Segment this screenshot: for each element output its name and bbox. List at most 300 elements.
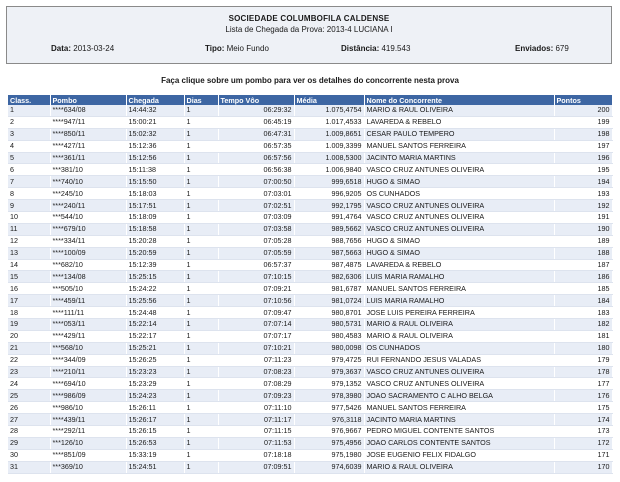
competitor-cell: CESAR PAULO TEMPERO	[364, 128, 554, 140]
average-cell: 981,6787	[294, 283, 364, 295]
rank-cell: 6	[8, 164, 50, 176]
rank-cell: 26	[8, 402, 50, 414]
pigeon-cell[interactable]: ****679/10	[50, 223, 126, 235]
rank-cell: 28	[8, 426, 50, 438]
days-cell: 1	[184, 116, 218, 128]
flight-time-cell: 07:05:59	[218, 247, 294, 259]
rank-cell: 20	[8, 330, 50, 342]
competitor-cell: JOAO CARLOS CONTENTE SANTOS	[364, 437, 554, 449]
flight-time-cell: 07:10:21	[218, 342, 294, 354]
flight-time-cell: 06:47:31	[218, 128, 294, 140]
distance-label: Distância:	[341, 44, 380, 53]
competitor-cell: LUIS MARIA RAMALHO	[364, 295, 554, 307]
arrival-cell: 14:44:32	[126, 105, 184, 116]
competitor-cell: JOSE EUGENIO FELIX FIDALGO	[364, 449, 554, 461]
competitor-cell: OS CUNHADOS	[364, 342, 554, 354]
flight-time-cell: 06:57:37	[218, 259, 294, 271]
competitor-cell: JACINTO MARIA MARTINS	[364, 152, 554, 164]
arrival-cell: 15:26:17	[126, 414, 184, 426]
pigeon-cell[interactable]: ****053/11	[50, 319, 126, 331]
rank-cell: 8	[8, 188, 50, 200]
results-table	[8, 95, 613, 474]
rank-cell: 15	[8, 271, 50, 283]
type-value: Meio Fundo	[226, 44, 269, 53]
points-cell: 197	[554, 140, 612, 152]
points-cell: 193	[554, 188, 612, 200]
rank-cell: 11	[8, 223, 50, 235]
arrival-cell: 15:33:19	[126, 449, 184, 461]
competitor-cell: LAVAREDA & REBELO	[364, 259, 554, 271]
points-cell: 170	[554, 461, 612, 473]
competitor-cell: JOSE LUIS PEREIRA FERREIRA	[364, 307, 554, 319]
days-cell: 1	[184, 390, 218, 402]
flight-time-cell: 07:02:51	[218, 200, 294, 212]
arrival-cell: 15:12:36	[126, 140, 184, 152]
days-cell: 1	[184, 128, 218, 140]
average-cell: 975,4956	[294, 437, 364, 449]
sent-label: Enviados:	[515, 44, 554, 53]
average-cell: 1.009,8651	[294, 128, 364, 140]
average-cell: 976,3118	[294, 414, 364, 426]
arrival-cell: 15:24:22	[126, 283, 184, 295]
competitor-cell: MANUEL SANTOS FERREIRA	[364, 402, 554, 414]
competitor-cell: OS CUNHADOS	[364, 188, 554, 200]
arrival-cell: 15:17:51	[126, 200, 184, 212]
arrival-cell: 15:24:23	[126, 390, 184, 402]
days-cell: 1	[184, 461, 218, 473]
competitor-cell: MARIO & RAUL OLIVEIRA	[364, 319, 554, 331]
date-label: Data:	[51, 44, 72, 53]
col-points[interactable]: Pontos	[554, 95, 612, 105]
pigeon-cell[interactable]: ****459/11	[50, 295, 126, 307]
col-arrival[interactable]: Chegada	[126, 95, 184, 105]
rank-cell: 10	[8, 212, 50, 224]
flight-time-cell: 06:57:56	[218, 152, 294, 164]
arrival-cell: 15:02:32	[126, 128, 184, 140]
points-cell: 173	[554, 426, 612, 438]
days-cell: 1	[184, 402, 218, 414]
days-cell: 1	[184, 152, 218, 164]
average-cell: 1.075,4754	[294, 105, 364, 116]
points-cell: 186	[554, 271, 612, 283]
competitor-cell: HUGO & SIMAO	[364, 176, 554, 188]
results-body	[8, 105, 612, 473]
table-row[interactable]	[8, 164, 612, 176]
pigeon-cell[interactable]: ****429/11	[50, 330, 126, 342]
pigeon-cell[interactable]: ****634/08	[50, 105, 126, 116]
average-cell: 980,4583	[294, 330, 364, 342]
flight-time-cell: 07:09:51	[218, 461, 294, 473]
arrival-cell: 15:20:59	[126, 247, 184, 259]
table-row[interactable]	[8, 105, 612, 116]
days-cell: 1	[184, 140, 218, 152]
average-cell: 980,0098	[294, 342, 364, 354]
average-cell: 976,9667	[294, 426, 364, 438]
table-row[interactable]	[8, 247, 612, 259]
flight-time-cell: 07:18:18	[218, 449, 294, 461]
arrival-cell: 15:00:21	[126, 116, 184, 128]
pigeon-cell[interactable]: ****986/09	[50, 390, 126, 402]
average-cell: 991,4764	[294, 212, 364, 224]
points-cell: 190	[554, 223, 612, 235]
points-cell: 182	[554, 319, 612, 331]
table-row[interactable]	[8, 188, 612, 200]
pigeon-cell[interactable]: ****694/10	[50, 378, 126, 390]
pigeon-cell[interactable]: ****100/09	[50, 247, 126, 259]
table-row[interactable]	[8, 330, 612, 342]
table-row[interactable]	[8, 307, 612, 319]
col-flight-time[interactable]: Tempo Vôo	[218, 95, 294, 105]
days-cell: 1	[184, 223, 218, 235]
rank-cell: 18	[8, 307, 50, 319]
table-row[interactable]	[8, 128, 612, 140]
pigeon-cell[interactable]: ***245/10	[50, 188, 126, 200]
flight-time-cell: 07:03:58	[218, 223, 294, 235]
table-row[interactable]	[8, 200, 612, 212]
points-cell: 181	[554, 330, 612, 342]
days-cell: 1	[184, 176, 218, 188]
flight-time-cell: 07:00:50	[218, 176, 294, 188]
rank-cell: 3	[8, 128, 50, 140]
flight-time-cell: 07:09:47	[218, 307, 294, 319]
rank-cell: 24	[8, 378, 50, 390]
rank-cell: 12	[8, 235, 50, 247]
table-row[interactable]	[8, 342, 612, 354]
type-label: Tipo:	[205, 44, 225, 53]
competitor-cell: VASCO CRUZ ANTUNES OLIVEIRA	[364, 378, 554, 390]
days-cell: 1	[184, 354, 218, 366]
points-cell: 172	[554, 437, 612, 449]
points-cell: 188	[554, 247, 612, 259]
points-cell: 183	[554, 307, 612, 319]
days-cell: 1	[184, 378, 218, 390]
competitor-cell: HUGO & SIMAO	[364, 247, 554, 259]
days-cell: 1	[184, 414, 218, 426]
points-cell: 185	[554, 283, 612, 295]
average-cell: 999,6518	[294, 176, 364, 188]
pigeon-cell[interactable]: ****344/09	[50, 354, 126, 366]
points-cell: 179	[554, 354, 612, 366]
pigeon-cell[interactable]: ***544/10	[50, 212, 126, 224]
competitor-cell: VASCO CRUZ ANTUNES OLIVEIRA	[364, 223, 554, 235]
average-cell: 1.009,3399	[294, 140, 364, 152]
competitor-cell: MARIO & RAUL OLIVEIRA	[364, 461, 554, 473]
competitor-cell: VASCO CRUZ ANTUNES OLIVEIRA	[364, 366, 554, 378]
arrival-cell: 15:20:28	[126, 235, 184, 247]
days-cell: 1	[184, 295, 218, 307]
days-cell: 1	[184, 283, 218, 295]
rank-cell: 7	[8, 176, 50, 188]
pigeon-cell[interactable]: ***505/10	[50, 283, 126, 295]
rank-cell: 17	[8, 295, 50, 307]
rank-cell: 1	[8, 105, 50, 116]
points-cell: 199	[554, 116, 612, 128]
flight-time-cell: 07:09:21	[218, 283, 294, 295]
pigeon-cell[interactable]: ***369/10	[50, 461, 126, 473]
race-header	[6, 6, 612, 64]
table-row[interactable]	[8, 140, 612, 152]
competitor-cell: MARIO & RAUL OLIVEIRA	[364, 330, 554, 342]
arrival-cell: 15:26:25	[126, 354, 184, 366]
pigeon-cell[interactable]: ****240/11	[50, 200, 126, 212]
pigeon-cell[interactable]: ****947/11	[50, 116, 126, 128]
average-cell: 979,4725	[294, 354, 364, 366]
arrival-cell: 15:24:51	[126, 461, 184, 473]
club-title: SOCIEDADE COLUMBOFILA CALDENSE	[228, 14, 390, 23]
average-cell: 981,0724	[294, 295, 364, 307]
flight-time-cell: 07:10:15	[218, 271, 294, 283]
days-cell: 1	[184, 342, 218, 354]
days-cell: 1	[184, 200, 218, 212]
competitor-cell: VASCO CRUZ ANTUNES OLIVEIRA	[364, 200, 554, 212]
flight-time-cell: 07:05:28	[218, 235, 294, 247]
average-cell: 978,3980	[294, 390, 364, 402]
days-cell: 1	[184, 437, 218, 449]
points-cell: 178	[554, 366, 612, 378]
average-cell: 989,5662	[294, 223, 364, 235]
points-cell: 184	[554, 295, 612, 307]
days-cell: 1	[184, 449, 218, 461]
rank-cell: 23	[8, 366, 50, 378]
arrival-cell: 15:12:39	[126, 259, 184, 271]
average-cell: 988,7656	[294, 235, 364, 247]
arrival-cell: 15:26:11	[126, 402, 184, 414]
arrival-cell: 15:18:58	[126, 223, 184, 235]
flight-time-cell: 07:03:01	[218, 188, 294, 200]
pigeon-cell[interactable]: ****334/11	[50, 235, 126, 247]
arrival-cell: 15:12:56	[126, 152, 184, 164]
col-competitor[interactable]: Nome do Concorrente	[364, 95, 554, 105]
rank-cell: 2	[8, 116, 50, 128]
average-cell: 982,6306	[294, 271, 364, 283]
days-cell: 1	[184, 319, 218, 331]
flight-time-cell: 07:11:23	[218, 354, 294, 366]
points-cell: 171	[554, 449, 612, 461]
col-average[interactable]: Média	[294, 95, 364, 105]
race-list-title: Lista de Chegada da Prova: 2013-4 LUCIANA I	[225, 25, 393, 34]
table-row[interactable]	[8, 212, 612, 224]
points-cell: 174	[554, 414, 612, 426]
table-row[interactable]	[8, 235, 612, 247]
pigeon-cell[interactable]: ***986/10	[50, 402, 126, 414]
table-row[interactable]	[8, 283, 612, 295]
arrival-cell: 15:26:15	[126, 426, 184, 438]
table-row[interactable]	[8, 295, 612, 307]
pigeon-cell[interactable]: ***682/10	[50, 259, 126, 271]
points-cell: 191	[554, 212, 612, 224]
arrival-cell: 15:25:21	[126, 342, 184, 354]
arrival-cell: 15:11:38	[126, 164, 184, 176]
col-pigeon[interactable]: Pombo	[50, 95, 126, 105]
days-cell: 1	[184, 105, 218, 116]
competitor-cell: MANUEL SANTOS FERREIRA	[364, 283, 554, 295]
date-value: 2013-03-24	[73, 44, 115, 53]
arrival-cell: 15:23:23	[126, 366, 184, 378]
points-cell: 198	[554, 128, 612, 140]
points-cell: 196	[554, 152, 612, 164]
pigeon-cell[interactable]: ****134/08	[50, 271, 126, 283]
table-row[interactable]	[8, 437, 612, 449]
days-cell: 1	[184, 259, 218, 271]
flight-time-cell: 07:11:17	[218, 414, 294, 426]
flight-time-cell: 07:10:56	[218, 295, 294, 307]
rank-cell: 13	[8, 247, 50, 259]
flight-time-cell: 06:45:19	[218, 116, 294, 128]
pigeon-cell[interactable]: ****439/11	[50, 414, 126, 426]
table-row[interactable]	[8, 402, 612, 414]
average-cell: 1.008,5300	[294, 152, 364, 164]
average-cell: 975,1980	[294, 449, 364, 461]
flight-time-cell: 07:11:53	[218, 437, 294, 449]
average-cell: 980,8701	[294, 307, 364, 319]
days-cell: 1	[184, 307, 218, 319]
table-row[interactable]	[8, 176, 612, 188]
points-cell: 200	[554, 105, 612, 116]
table-row[interactable]	[8, 354, 612, 366]
race-distance	[341, 44, 410, 53]
rank-cell: 29	[8, 437, 50, 449]
competitor-cell: VASCO CRUZ ANTUNES OLIVEIRA	[364, 164, 554, 176]
rank-cell: 27	[8, 414, 50, 426]
flight-time-cell: 07:11:10	[218, 402, 294, 414]
table-row[interactable]	[8, 319, 612, 331]
days-cell: 1	[184, 212, 218, 224]
pigeon-cell[interactable]: ***126/10	[50, 437, 126, 449]
average-cell: 974,6039	[294, 461, 364, 473]
table-row[interactable]	[8, 366, 612, 378]
competitor-cell: RUI FERNANDO JESUS VALADAS	[364, 354, 554, 366]
competitor-cell: HUGO & SIMAO	[364, 235, 554, 247]
points-cell: 192	[554, 200, 612, 212]
arrival-cell: 15:24:48	[126, 307, 184, 319]
rank-cell: 4	[8, 140, 50, 152]
race-type	[205, 44, 269, 53]
points-cell: 175	[554, 402, 612, 414]
arrival-cell: 15:23:29	[126, 378, 184, 390]
flight-time-cell: 06:29:32	[218, 105, 294, 116]
arrival-cell: 15:25:56	[126, 295, 184, 307]
arrival-cell: 15:22:14	[126, 319, 184, 331]
days-cell: 1	[184, 330, 218, 342]
rank-cell: 16	[8, 283, 50, 295]
sent-value: 679	[555, 44, 569, 53]
pigeon-cell[interactable]: ****427/11	[50, 140, 126, 152]
table-row[interactable]	[8, 259, 612, 271]
flight-time-cell: 06:56:38	[218, 164, 294, 176]
instruction-text: Faça clique sobre um pombo para ver os detalhes do concorrente nesta prova	[161, 76, 459, 85]
rank-cell: 9	[8, 200, 50, 212]
table-row[interactable]	[8, 390, 612, 402]
race-sent	[515, 44, 569, 53]
competitor-cell: LUIS MARIA RAMALHO	[364, 271, 554, 283]
points-cell: 176	[554, 390, 612, 402]
flight-time-cell: 07:08:29	[218, 378, 294, 390]
distance-value: 419.543	[381, 44, 411, 53]
flight-time-cell: 07:07:17	[218, 330, 294, 342]
arrival-cell: 15:15:50	[126, 176, 184, 188]
pigeon-cell[interactable]: ****292/11	[50, 426, 126, 438]
average-cell: 1.017,4533	[294, 116, 364, 128]
pigeon-cell[interactable]: ****851/09	[50, 449, 126, 461]
table-row[interactable]	[8, 152, 612, 164]
flight-time-cell: 07:07:14	[218, 319, 294, 331]
average-cell: 980,5731	[294, 319, 364, 331]
points-cell: 187	[554, 259, 612, 271]
rank-cell: 14	[8, 259, 50, 271]
pigeon-cell[interactable]: ***740/10	[50, 176, 126, 188]
days-cell: 1	[184, 271, 218, 283]
points-cell: 189	[554, 235, 612, 247]
days-cell: 1	[184, 164, 218, 176]
rank-cell: 31	[8, 461, 50, 473]
flight-time-cell: 07:08:23	[218, 366, 294, 378]
pigeon-cell[interactable]: ***381/10	[50, 164, 126, 176]
competitor-cell: PEDRO MIGUEL CONTENTE SANTOS	[364, 426, 554, 438]
competitor-cell: LAVAREDA & REBELO	[364, 116, 554, 128]
flight-time-cell: 07:11:15	[218, 426, 294, 438]
rank-cell: 19	[8, 319, 50, 331]
average-cell: 992,1795	[294, 200, 364, 212]
rank-cell: 22	[8, 354, 50, 366]
race-date	[51, 44, 114, 53]
arrival-cell: 15:25:15	[126, 271, 184, 283]
table-row[interactable]	[8, 426, 612, 438]
average-cell: 987,5663	[294, 247, 364, 259]
table-row[interactable]	[8, 449, 612, 461]
pigeon-cell[interactable]: ****850/11	[50, 128, 126, 140]
average-cell: 1.006,9840	[294, 164, 364, 176]
average-cell: 996,9205	[294, 188, 364, 200]
pigeon-cell[interactable]: ***568/10	[50, 342, 126, 354]
rank-cell: 5	[8, 152, 50, 164]
table-header-row	[8, 95, 612, 105]
col-days[interactable]: Dias	[184, 95, 218, 105]
days-cell: 1	[184, 426, 218, 438]
average-cell: 979,3637	[294, 366, 364, 378]
pigeon-cell[interactable]: ****361/11	[50, 152, 126, 164]
arrival-cell: 15:18:09	[126, 212, 184, 224]
table-row[interactable]	[8, 223, 612, 235]
table-row[interactable]	[8, 271, 612, 283]
arrival-cell: 15:18:03	[126, 188, 184, 200]
table-row[interactable]	[8, 378, 612, 390]
competitor-cell: MANUEL SANTOS FERREIRA	[364, 140, 554, 152]
competitor-cell: VASCO CRUZ ANTUNES OLIVEIRA	[364, 212, 554, 224]
arrival-cell: 15:22:17	[126, 330, 184, 342]
col-class[interactable]: Class.	[8, 95, 50, 105]
flight-time-cell: 07:03:09	[218, 212, 294, 224]
competitor-cell: JOAO SACRAMENTO C ALHO BELGA	[364, 390, 554, 402]
rank-cell: 30	[8, 449, 50, 461]
average-cell: 977,5426	[294, 402, 364, 414]
rank-cell: 21	[8, 342, 50, 354]
pigeon-cell[interactable]: ****111/11	[50, 307, 126, 319]
arrival-cell: 15:26:53	[126, 437, 184, 449]
pigeon-cell[interactable]: ****210/11	[50, 366, 126, 378]
average-cell: 979,1352	[294, 378, 364, 390]
days-cell: 1	[184, 366, 218, 378]
table-row[interactable]	[8, 116, 612, 128]
table-row[interactable]	[8, 414, 612, 426]
flight-time-cell: 06:57:35	[218, 140, 294, 152]
points-cell: 177	[554, 378, 612, 390]
rank-cell: 25	[8, 390, 50, 402]
points-cell: 195	[554, 164, 612, 176]
days-cell: 1	[184, 235, 218, 247]
points-cell: 194	[554, 176, 612, 188]
average-cell: 987,4875	[294, 259, 364, 271]
table-row[interactable]	[8, 461, 612, 473]
